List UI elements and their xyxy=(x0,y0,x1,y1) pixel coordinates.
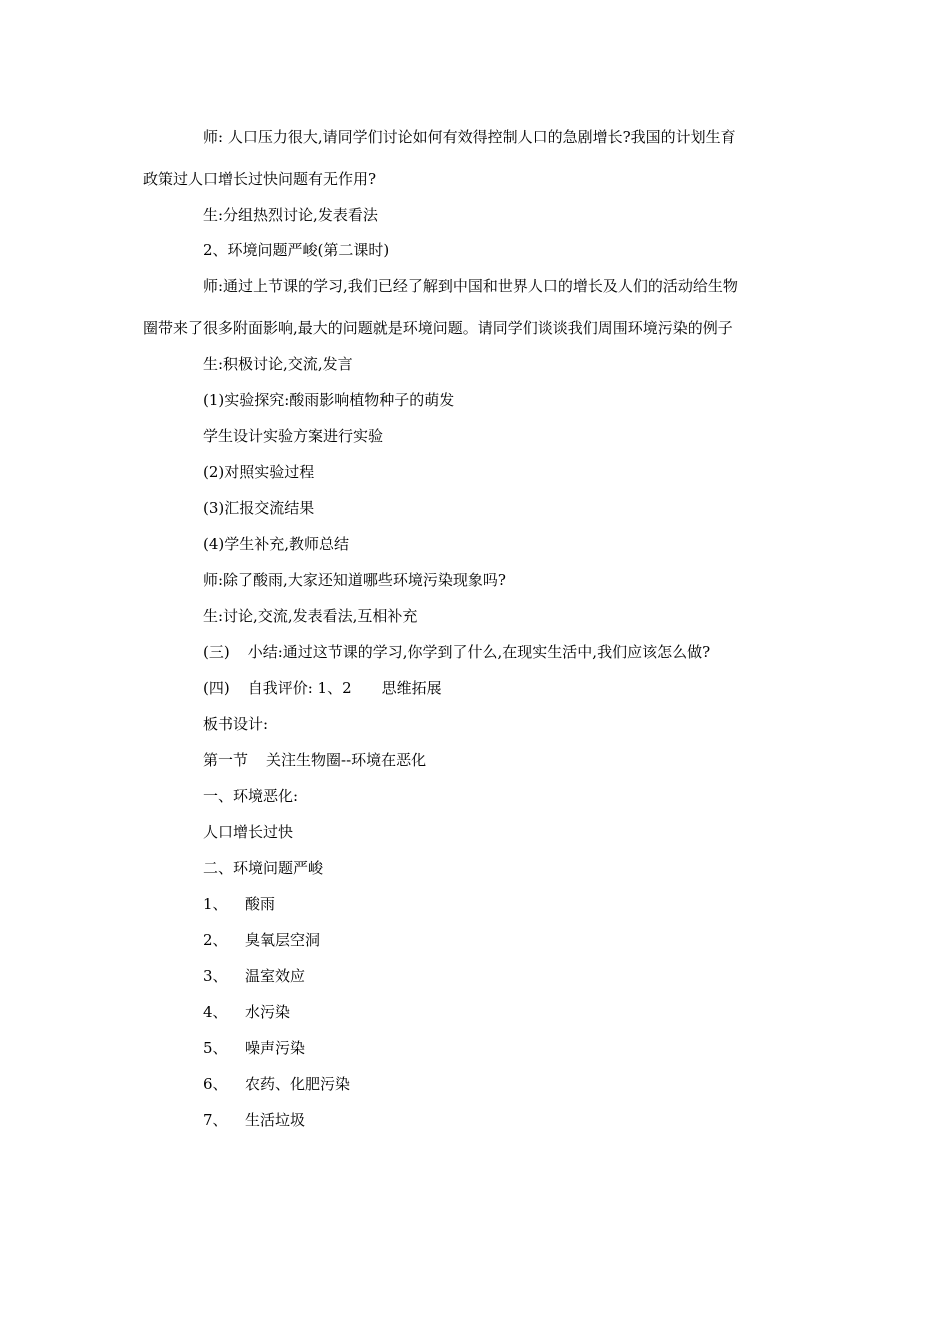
board-list-item xyxy=(203,1002,290,1022)
paragraph-teacher-question: 师: 人口压力很大,请同学们讨论如何有效得控制人口的急剧增长?我国的计划生育 xyxy=(203,128,736,146)
board-list-item xyxy=(203,930,320,950)
evaluation-extra: 思维拓展 xyxy=(381,679,442,697)
paragraph-student-answer: 生:讨论,交流,发表看法,互相补充 xyxy=(203,607,418,625)
paragraph-teacher-review: 师:通过上节课的学习,我们已经了解到中国和世界人口的增长及人们的活动给生物 xyxy=(203,277,738,295)
board-list-item xyxy=(203,1110,305,1130)
list-number: 4、 xyxy=(203,1003,228,1021)
paragraph-teacher-review-cont: 圈带来了很多附面影响,最大的问题就是环境问题。请同学们谈谈我们周围环境污染的例子 xyxy=(143,319,733,337)
summary-text: 小结:通过这节课的学习,你学到了什么,在现实生活中,我们应该怎么做? xyxy=(247,643,711,661)
evaluation-label: (四) xyxy=(203,679,230,697)
list-text: 酸雨 xyxy=(245,895,276,913)
paragraph-control: (2)对照实验过程 xyxy=(203,463,315,481)
list-text: 温室效应 xyxy=(245,967,306,985)
paragraph-design: 学生设计实验方案进行实验 xyxy=(203,427,384,445)
board-section xyxy=(203,750,426,770)
evaluation-line xyxy=(203,678,442,698)
summary-line xyxy=(203,642,710,662)
list-number: 3、 xyxy=(203,967,228,985)
paragraph-experiment: (1)实验探究:酸雨影响植物种子的萌发 xyxy=(203,391,455,409)
board-title: 板书设计: xyxy=(203,715,269,733)
list-text: 噪声污染 xyxy=(245,1039,306,1057)
paragraph-supplement: (4)学生补充,教师总结 xyxy=(203,535,350,553)
paragraph-student-speak: 生:积极讨论,交流,发言 xyxy=(203,355,353,373)
board-list-item xyxy=(203,1074,350,1094)
board-heading-2: 二、环境问题严峻 xyxy=(203,859,324,877)
list-number: 1、 xyxy=(203,895,228,913)
board-list-item xyxy=(203,966,305,986)
board-section-label: 第一节 xyxy=(203,751,249,769)
board-item-population: 人口增长过快 xyxy=(203,823,294,841)
section-heading-environment: 2、环境问题严峻(第二课时) xyxy=(203,241,390,259)
list-text: 水污染 xyxy=(245,1003,291,1021)
list-number: 5、 xyxy=(203,1039,228,1057)
summary-label: (三) xyxy=(203,643,230,661)
paragraph-teacher-question-cont: 政策过人口增长过快问题有无作用? xyxy=(143,170,377,188)
paragraph-report: (3)汇报交流结果 xyxy=(203,499,315,517)
list-number: 2、 xyxy=(203,931,228,949)
board-list-item xyxy=(203,894,275,914)
list-text: 农药、化肥污染 xyxy=(245,1075,351,1093)
evaluation-text: 自我评价: 1、2 xyxy=(247,679,352,697)
board-list-item xyxy=(203,1038,305,1058)
list-number: 7、 xyxy=(203,1111,228,1129)
list-number: 6、 xyxy=(203,1075,228,1093)
board-section-text: 关注生物圈--环境在恶化 xyxy=(266,751,427,769)
list-text: 生活垃圾 xyxy=(245,1111,306,1129)
paragraph-student-discuss: 生:分组热烈讨论,发表看法 xyxy=(203,206,378,224)
paragraph-teacher-acid: 师:除了酸雨,大家还知道哪些环境污染现象吗? xyxy=(203,571,506,589)
list-text: 臭氧层空洞 xyxy=(245,931,321,949)
board-heading-1: 一、环境恶化: xyxy=(203,787,299,805)
